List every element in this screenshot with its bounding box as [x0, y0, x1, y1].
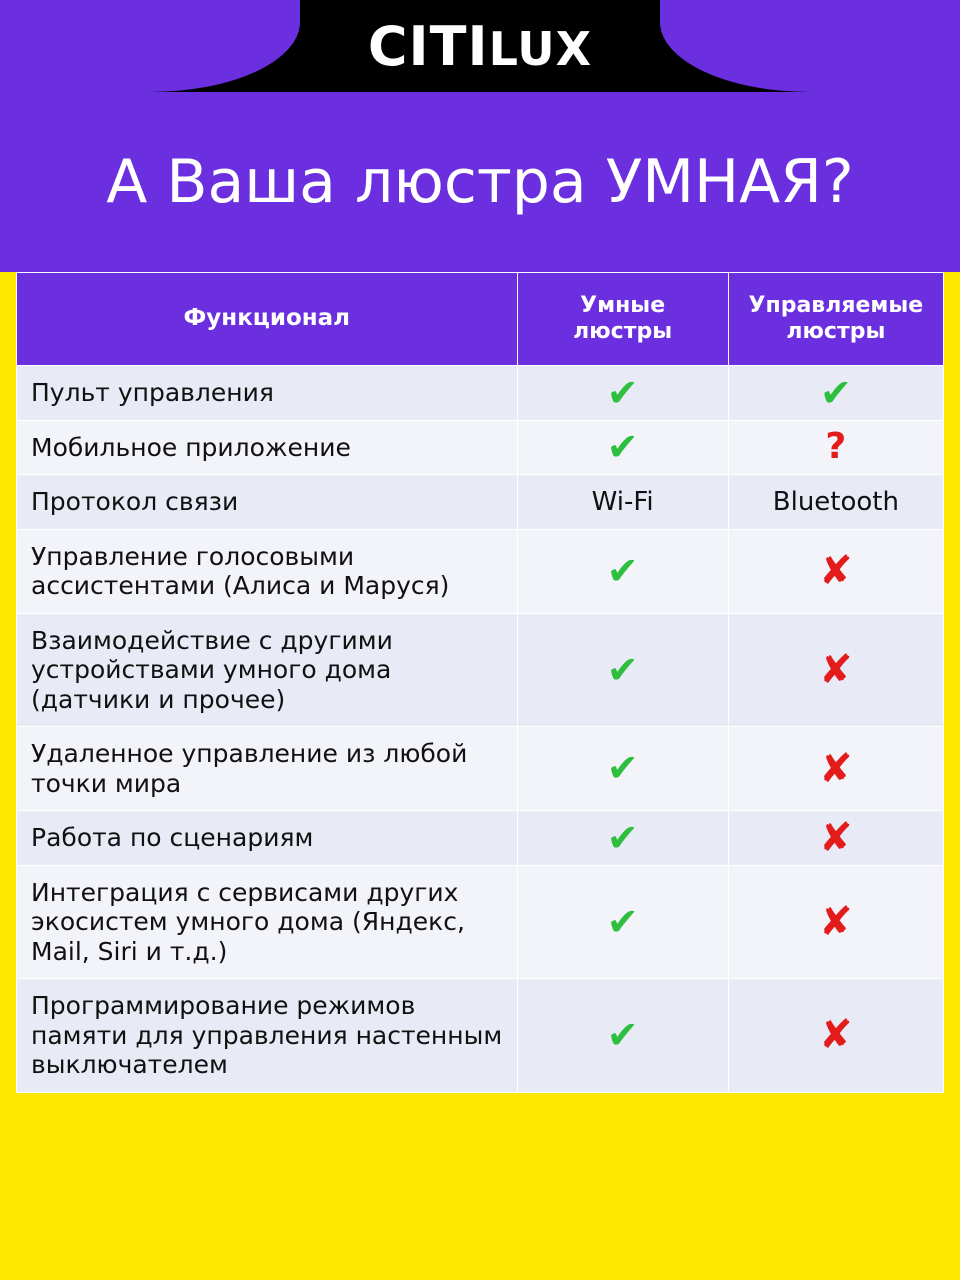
- feature-cell: Программирование режимов памяти для управления настенным выключателем: [17, 979, 518, 1093]
- check-icon: ✔: [606, 746, 639, 791]
- table-body: [17, 366, 944, 1093]
- feature-cell: Мобильное приложение: [17, 420, 518, 475]
- smart-value-cell: [517, 529, 728, 613]
- brand-logo: [0, 0, 960, 92]
- table-row: [17, 613, 944, 727]
- logo-text-citi: CITI: [367, 14, 489, 78]
- check-icon: ✔: [606, 815, 639, 860]
- smart-value-cell: [517, 811, 728, 866]
- table-row: [17, 727, 944, 811]
- table-row: [17, 529, 944, 613]
- smart-value-cell: [517, 613, 728, 727]
- smart-value-cell: [517, 979, 728, 1093]
- table-row: [17, 979, 944, 1093]
- smart-value-cell: [517, 727, 728, 811]
- column-header-smart-line1: Умные: [580, 292, 666, 318]
- smart-value-cell: [517, 475, 728, 530]
- feature-cell: Протокол связи: [17, 475, 518, 530]
- table-row: [17, 366, 944, 421]
- value-text: Wi-Fi: [591, 487, 654, 517]
- smart-value-cell: [517, 420, 728, 475]
- table-row: [17, 865, 944, 979]
- comparison-table-wrapper: [16, 272, 944, 1093]
- comparison-table: [16, 272, 944, 1093]
- managed-value-cell: [728, 865, 943, 979]
- page-title: А Ваша люстра УМНАЯ?: [106, 146, 854, 217]
- cross-icon: ✘: [819, 548, 853, 594]
- check-icon: ✔: [606, 647, 639, 692]
- check-icon: ✔: [819, 370, 852, 415]
- table-row: [17, 420, 944, 475]
- feature-cell: Управление голосовыми ассистентами (Алиса и Маруся): [17, 529, 518, 613]
- managed-value-cell: [728, 475, 943, 530]
- column-header-managed-line2: люстры: [786, 319, 886, 344]
- managed-value-cell: [728, 811, 943, 866]
- value-text: Bluetooth: [772, 487, 899, 517]
- column-header-feature: Функционал: [17, 273, 518, 366]
- check-icon: ✔: [606, 548, 639, 593]
- check-icon: ✔: [606, 425, 639, 469]
- logo-text-lux: LUX: [488, 22, 593, 76]
- smart-value-cell: [517, 865, 728, 979]
- column-header-managed-line1: Управляемые: [748, 292, 924, 318]
- managed-value-cell: [728, 979, 943, 1093]
- cross-icon: ✘: [819, 814, 853, 861]
- table-header-row: [17, 273, 944, 366]
- feature-cell: Удаленное управление из любой точки мира: [17, 727, 518, 811]
- cross-icon: ✘: [819, 898, 853, 945]
- table-row: [17, 811, 944, 866]
- feature-cell: Пульт управления: [17, 366, 518, 421]
- smart-value-cell: [517, 366, 728, 421]
- table-row: [17, 475, 944, 530]
- table-head: [17, 273, 944, 366]
- check-icon: ✔: [606, 899, 639, 944]
- managed-value-cell: [728, 529, 943, 613]
- check-icon: ✔: [606, 1013, 639, 1057]
- managed-value-cell: [728, 727, 943, 811]
- managed-value-cell: [728, 613, 943, 727]
- managed-value-cell: [728, 366, 943, 421]
- brand-header: [0, 0, 960, 92]
- managed-value-cell: [728, 420, 943, 475]
- column-header-smart-line2: люстры: [573, 319, 673, 344]
- title-band: [0, 92, 960, 272]
- cross-icon: ✘: [819, 646, 853, 693]
- feature-cell: Работа по сценариям: [17, 811, 518, 866]
- feature-cell: Интеграция с сервисами других экосистем умного дома (Яндекс, Mail, Siri и т.д.): [17, 865, 518, 979]
- feature-cell: Взаимодействие с другими устройствами умного дома (датчики и прочее): [17, 613, 518, 727]
- cross-icon: ✘: [819, 745, 853, 792]
- check-icon: ✔: [606, 370, 639, 415]
- cross-icon: ✘: [819, 1012, 853, 1059]
- column-header-smart: [517, 273, 728, 366]
- question-icon: ?: [825, 426, 847, 468]
- column-header-managed: [728, 273, 943, 366]
